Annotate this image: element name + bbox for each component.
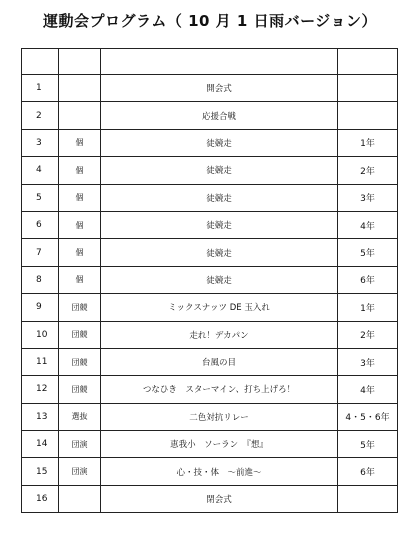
row-category: 団演 (59, 458, 101, 485)
row-event: 二色対抗リレー (101, 403, 338, 430)
row-grade: 3年 (338, 184, 398, 211)
row-grade: 6年 (338, 266, 398, 293)
row-grade: 1年 (338, 294, 398, 321)
row-event: 心・技・体 ～前進～ (101, 458, 338, 485)
row-number: 12 (22, 376, 59, 403)
header-cell-category (59, 49, 101, 75)
row-grade: 5年 (338, 239, 398, 266)
row-number: 8 (22, 266, 59, 293)
row-category: 団演 (59, 431, 101, 458)
row-grade: 4年 (338, 211, 398, 238)
row-grade: 2年 (338, 157, 398, 184)
row-grade (338, 485, 398, 512)
row-event: 徒競走 (101, 129, 338, 156)
table-row (22, 321, 398, 348)
table-row (22, 184, 398, 211)
row-category (59, 75, 101, 102)
row-event: 恵我小 ソーラン 『想』 (101, 431, 338, 458)
row-number: 15 (22, 458, 59, 485)
row-number: 10 (22, 321, 59, 348)
table-row (22, 157, 398, 184)
row-category: 個 (59, 157, 101, 184)
row-number: 5 (22, 184, 59, 211)
row-number: 6 (22, 211, 59, 238)
row-event: 徒競走 (101, 266, 338, 293)
row-grade: 4年 (338, 376, 398, 403)
row-number: 1 (22, 75, 59, 102)
row-event: 開会式 (101, 75, 338, 102)
table-row (22, 485, 398, 512)
table-row (22, 75, 398, 102)
row-number: 2 (22, 102, 59, 129)
header-cell-grade (338, 49, 398, 75)
row-category: 個 (59, 184, 101, 211)
row-event: ミックスナッツ DE 玉入れ (101, 294, 338, 321)
row-category: 団競 (59, 294, 101, 321)
row-grade: 1年 (338, 129, 398, 156)
row-grade: 5年 (338, 431, 398, 458)
table-row (22, 294, 398, 321)
table-row (22, 102, 398, 129)
row-grade: 2年 (338, 321, 398, 348)
table-row (22, 239, 398, 266)
row-event: 台風の目 (101, 348, 338, 375)
row-event: 応援合戦 (101, 102, 338, 129)
row-grade: 6年 (338, 458, 398, 485)
row-category (59, 102, 101, 129)
row-number: 11 (22, 348, 59, 375)
row-category: 選抜 (59, 403, 101, 430)
row-number: 14 (22, 431, 59, 458)
page-title: 運動会プログラム（ 10 月 1 日雨バージョン） (43, 12, 377, 30)
row-grade: 4・5・6年 (338, 403, 398, 430)
program-table (21, 48, 398, 513)
table-row (22, 431, 398, 458)
row-number: 16 (22, 485, 59, 512)
row-event: 徒競走 (101, 239, 338, 266)
row-category: 個 (59, 239, 101, 266)
row-category: 団競 (59, 376, 101, 403)
row-category: 団競 (59, 348, 101, 375)
row-event: 徒競走 (101, 157, 338, 184)
table-row (22, 348, 398, 375)
row-number: 3 (22, 129, 59, 156)
header-cell-event (101, 49, 338, 75)
row-category (59, 485, 101, 512)
header-cell-no (22, 49, 59, 75)
row-category: 個 (59, 266, 101, 293)
table-row (22, 458, 398, 485)
row-category: 個 (59, 129, 101, 156)
table-row (22, 129, 398, 156)
row-grade (338, 75, 398, 102)
row-event: 走れ！デカパン (101, 321, 338, 348)
row-number: 9 (22, 294, 59, 321)
row-event: 徒競走 (101, 211, 338, 238)
row-category: 個 (59, 211, 101, 238)
row-grade (338, 102, 398, 129)
row-event: つなひき スターマイン、打ち上げろ！ (101, 376, 338, 403)
table-header-row (22, 49, 398, 75)
row-grade: 3年 (338, 348, 398, 375)
row-category: 団競 (59, 321, 101, 348)
table-row (22, 266, 398, 293)
row-event: 徒競走 (101, 184, 338, 211)
table-row (22, 403, 398, 430)
table-row (22, 376, 398, 403)
row-number: 13 (22, 403, 59, 430)
row-number: 4 (22, 157, 59, 184)
table-row (22, 211, 398, 238)
row-number: 7 (22, 239, 59, 266)
row-event: 閉会式 (101, 485, 338, 512)
